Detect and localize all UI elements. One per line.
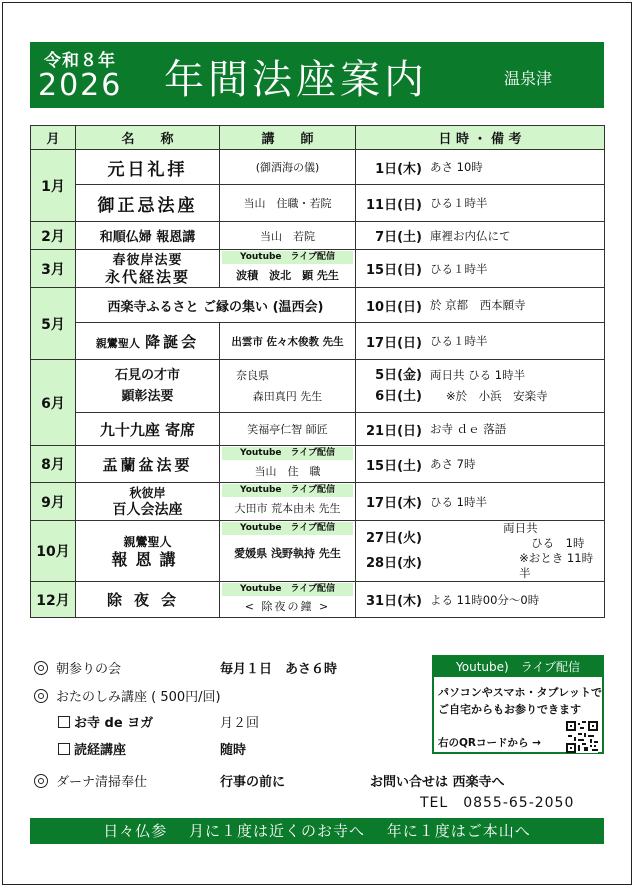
header-banner xyxy=(30,42,604,108)
event-name: 九十九座 寄席 xyxy=(76,413,220,446)
event-name-line2: 永代経法要 xyxy=(104,267,190,286)
event-note: あさ 7時 xyxy=(430,457,476,471)
lecturer: 当山 住 職 xyxy=(254,465,321,478)
event-note: ひる 1時半 xyxy=(430,494,487,509)
event-note: 両日共 ひる 1時半 xyxy=(430,368,526,382)
livebox-line1: パソコンやスマホ・タブレットで xyxy=(438,686,603,699)
sutra-label: 読経講座 xyxy=(74,743,127,758)
youtube-live-badge: Youtube ライブ配信 xyxy=(222,447,353,460)
table-row xyxy=(31,222,605,250)
lecturer: 当山 住職・若院 xyxy=(220,185,356,222)
event-note: 両日共 xyxy=(503,521,538,535)
table-row xyxy=(31,413,605,446)
dana-value: 行事の前に xyxy=(220,775,286,790)
youtube-live-badge: Youtube ライブ配信 xyxy=(222,484,353,497)
event-name-line2: 顕彰法要 xyxy=(121,389,174,404)
morning-label: 朝参りの会 xyxy=(56,662,122,677)
event-name: 元日礼拝 xyxy=(107,159,188,180)
lecturer-line1: 奈良県 xyxy=(236,369,269,382)
lecturer: 出雲市 佐々木俊教 先生 xyxy=(220,323,356,360)
event-day: 11日(日) xyxy=(366,197,422,213)
month-cell: 6月 xyxy=(31,360,76,446)
youtube-live-badge: Youtube ライブ配信 xyxy=(222,251,353,264)
yoga-item xyxy=(58,712,153,731)
event-name-line2: 報恩講 xyxy=(111,550,184,569)
event-day: 5日(金) xyxy=(375,368,422,383)
table-row xyxy=(31,150,605,185)
col-name-header: 名 称 xyxy=(76,126,220,150)
school-label: おたのしみ講座 ( 500円/回) xyxy=(56,690,221,705)
event-day: 21日(日) xyxy=(366,423,422,439)
event-note: あさ 10時 xyxy=(430,160,483,174)
table-row xyxy=(31,360,605,413)
lecturer: (御酒海の儀) xyxy=(220,150,356,185)
event-day: 15日(日) xyxy=(366,263,422,278)
event-note: ひる 1時 xyxy=(531,536,585,550)
event-note: ※おとき 11時半 xyxy=(519,551,594,580)
school-item xyxy=(34,686,221,705)
table-row xyxy=(31,582,605,618)
dana-item xyxy=(34,771,147,790)
sutra-value: 随時 xyxy=(220,743,247,758)
col-month-header: 月 xyxy=(31,126,76,150)
event-note: ひる１時半 xyxy=(430,261,488,276)
event-name: 西楽寺ふるさと ご縁の集い (温西会) xyxy=(76,288,356,323)
event-day: 15日(土) xyxy=(366,458,422,474)
event-day: 7日(土) xyxy=(375,230,422,245)
table-header-row xyxy=(31,126,605,150)
schedule-table xyxy=(30,125,605,618)
event-day: 17日(日) xyxy=(366,335,422,351)
qr-caption: 右のQRコードから → xyxy=(438,737,541,749)
event-note: ひる１時半 xyxy=(430,196,488,210)
month-cell: 12月 xyxy=(31,582,76,618)
table-row xyxy=(31,323,605,360)
event-name-prefix: 親鸞聖人 xyxy=(95,336,140,350)
youtube-live-badge: Youtube ライブ配信 xyxy=(222,522,353,535)
month-cell: 2月 xyxy=(31,222,76,250)
month-cell: 1月 xyxy=(31,150,76,222)
dana-label: ダーナ清掃奉仕 xyxy=(56,775,148,790)
yoga-label: お寺 de ヨガ xyxy=(74,716,154,731)
event-day: 17日(木) xyxy=(366,496,422,511)
lecturer: 波積 波北 顕 先生 xyxy=(236,269,339,282)
lecturer-line2: 森田真円 先生 xyxy=(252,390,323,403)
event-name-line1: 親鸞聖人 xyxy=(123,535,172,549)
lecturer: 大田市 荒本由未 先生 xyxy=(234,502,341,515)
footer-banner: 日々仏参 月に１度は近くのお寺へ 年に１度はご本山へ xyxy=(30,818,604,844)
double-circle-icon xyxy=(34,689,48,703)
event-note: ※於 小浜 安楽寺 xyxy=(446,389,548,403)
event-note: よる 11時00分～0時 xyxy=(430,592,540,607)
event-name-line2: 百人会法座 xyxy=(112,501,183,518)
event-name-line1: 石見の才市 xyxy=(114,368,180,383)
table-row xyxy=(31,250,605,288)
table-row xyxy=(31,483,605,521)
place-label: 温泉津 xyxy=(504,69,553,88)
contact-label: お問い合せは 西楽寺へ xyxy=(370,775,505,790)
month-cell: 9月 xyxy=(31,483,76,521)
event-day: 6日(土) xyxy=(375,389,422,404)
event-name-line1: 秋彼岸 xyxy=(129,485,166,500)
lecturer: 当山 若院 xyxy=(220,222,356,250)
event-note: ひる１時半 xyxy=(430,334,488,348)
morning-value: 毎月１日 あさ６時 xyxy=(220,662,338,677)
checkbox-icon xyxy=(58,716,70,728)
youtube-live-badge: Youtube ライブ配信 xyxy=(222,583,353,596)
double-circle-icon xyxy=(34,661,48,675)
double-circle-icon xyxy=(34,774,48,788)
era-label: 令和８年 xyxy=(44,51,116,71)
event-name: 御正忌法座 xyxy=(97,195,198,216)
event-day: 28日(水) xyxy=(366,556,422,571)
month-cell: 10月 xyxy=(31,521,76,582)
event-name: 除夜会 xyxy=(106,591,188,609)
event-day: 27日(火) xyxy=(366,531,422,546)
livebox-title: Youtube) ライブ配信 xyxy=(434,657,602,677)
event-name-line1: 春彼岸法要 xyxy=(112,252,183,268)
col-lecturer-header: 講 師 xyxy=(220,126,356,150)
event-note: 庫裡お内仏にて xyxy=(430,228,511,243)
col-date-header: 日 時 ・ 備 考 xyxy=(356,126,605,150)
event-day: 10日(日) xyxy=(366,299,422,315)
month-cell: 3月 xyxy=(31,250,76,288)
contact-tel: TEL 0855-65-2050 xyxy=(420,795,575,811)
lecturer: < 除夜の鐘 > xyxy=(244,600,331,613)
event-name: 和順仏婦 報恩講 xyxy=(76,222,220,250)
youtube-live-box xyxy=(432,655,604,754)
event-day: 1日(木) xyxy=(375,161,422,177)
table-row xyxy=(31,288,605,323)
table-row xyxy=(31,521,605,582)
event-note: 於 京都 西本願寺 xyxy=(430,298,526,312)
event-note: お寺 ｄｅ 落語 xyxy=(430,422,507,436)
lecturer: 笑福亭仁智 師匠 xyxy=(220,413,356,446)
morning-item xyxy=(34,658,121,677)
month-cell: 5月 xyxy=(31,288,76,360)
event-name: 盂蘭盆法要 xyxy=(102,455,193,474)
month-cell: 8月 xyxy=(31,446,76,483)
yoga-value: 月２回 xyxy=(220,716,260,731)
livebox-line2: ご自宅からもお参りできます xyxy=(438,703,581,716)
event-day: 31日(木) xyxy=(366,594,422,609)
year-label: 2026 xyxy=(38,68,123,103)
checkbox-icon xyxy=(58,743,70,755)
lecturer: 愛媛県 浅野執持 先生 xyxy=(234,547,341,560)
qr-code-icon[interactable] xyxy=(566,721,598,753)
table-row xyxy=(31,446,605,483)
sutra-item xyxy=(58,739,126,758)
table-row xyxy=(31,185,605,222)
event-name: 降誕会 xyxy=(145,332,200,351)
page-title: 年間法座案内 xyxy=(164,57,428,103)
